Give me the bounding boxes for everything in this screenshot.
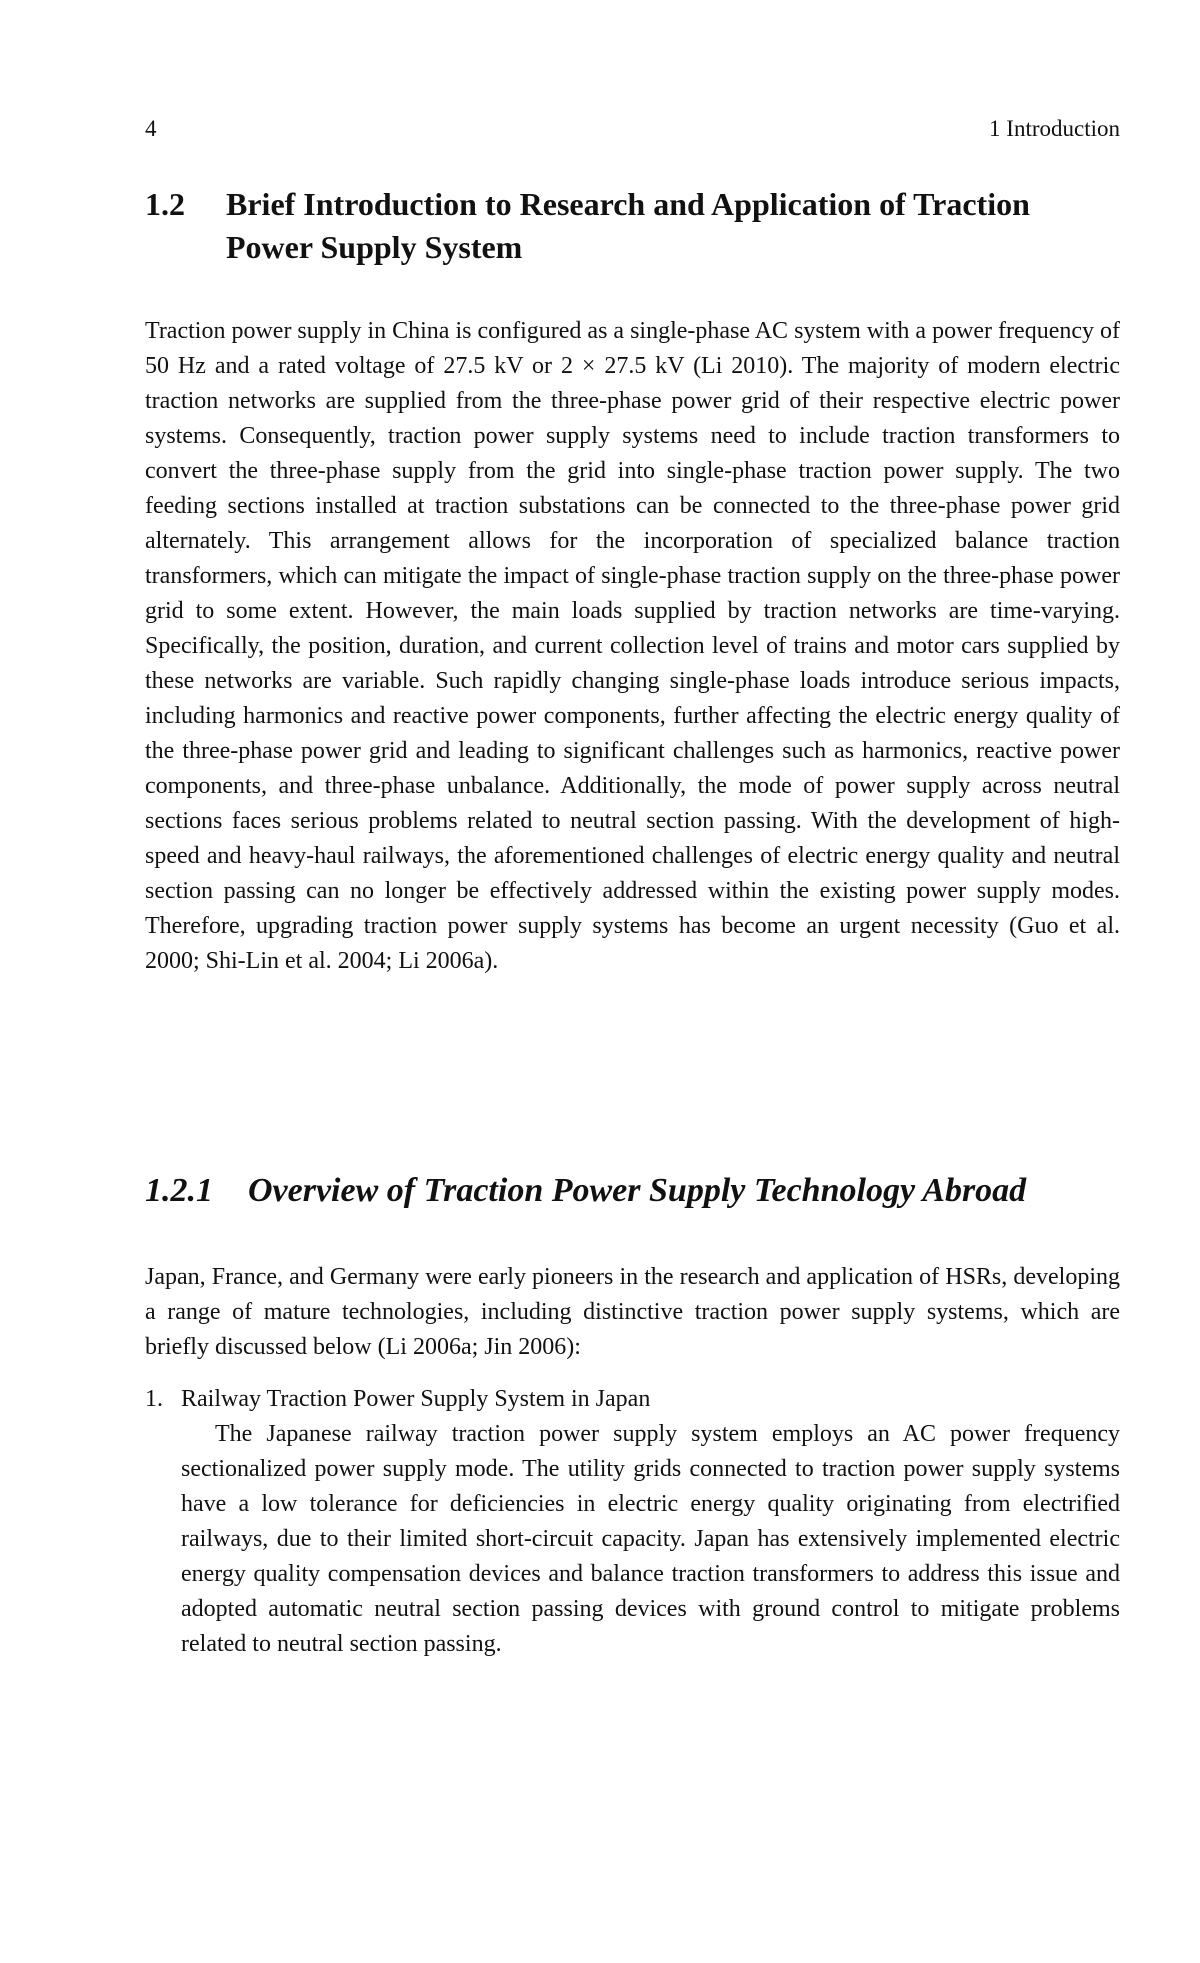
running-head bbox=[145, 112, 1120, 146]
subsection-heading bbox=[145, 1168, 1120, 1214]
subsection-intro-paragraph: Japan, France, and Germany were early pioneers in the research and application of HSRs, developing a range of mature technologies, including distinctive traction power supply systems, which are briefly discussed below (Li 2006a; Jin 2006): bbox=[145, 1264, 1120, 1360]
subsection-title: Overview of Traction Power Supply Technology Abroad bbox=[248, 1172, 1027, 1209]
chapter-label: 1 Introduction bbox=[989, 116, 1120, 141]
page-number: 4 bbox=[145, 116, 157, 141]
section-title: Brief Introduction to Research and Application of Traction Power Supply System bbox=[226, 186, 1030, 265]
section-paragraph: Traction power supply in China is configured as a single-phase AC system with a power frequency of 50 Hz and a rated voltage of 27.5 kV or 2 × 27.5 kV (Li 2010). The majority of modern electric traction networks are supplied from the three-phase power grid of their respective electric power systems. Consequently, traction power supply systems need to include traction transformers to convert the three-phase supply from the grid into single-phase traction power supply. The two feeding sections installed at traction substations can be connected to the three-phase power grid alternately. This arrangement allows for the incorporation of specialized balance traction transformers, which can mitigate the impact of single-phase traction supply on the three-phase power grid to some extent. However, the main loads supplied by traction networks are time-varying. Specifically, the position, duration, and current collection level of trains and motor cars supplied by these networks are variable. Such rapidly changing single-phase loads introduce serious impacts, including harmonics and reactive power components, further affecting the electric energy quality of the three-phase power grid and leading to significant challenges such as harmonics, reactive power components, and three-phase unbalance. Additionally, the mode of power supply across neutral sections faces serious problems related to neutral section passing. With the development of high-speed and heavy-haul railways, the aforementioned challenges of electric energy quality and neutral section passing can no longer be effectively addressed within the existing power supply modes. Therefore, upgrading traction power supply systems has become an urgent necessity (Guo et al. 2000; Shi-Lin et al. 2004; Li 2006a). bbox=[145, 318, 1120, 974]
section-number: 1.2 bbox=[145, 186, 185, 222]
section-heading bbox=[145, 183, 1120, 269]
subsection-number: 1.2.1 bbox=[145, 1172, 213, 1209]
list-item-title: Railway Traction Power Supply System in Japan bbox=[181, 1386, 651, 1412]
list-item-body: The Japanese railway traction power supply system employs an AC power frequency sectionalized power supply mode. The utility grids connected to traction power supply systems have a low tolerance for deficiencies in electric energy quality originating from electrified railways, due to their limited short-circuit capacity. Japan has extensively implemented electric energy quality compensation devices and balance traction transformers to address this issue and adopted automatic neutral section passing devices with ground control to mitigate problems related to neutral section passing. bbox=[181, 1421, 1120, 1657]
list-item-marker: 1. bbox=[145, 1386, 163, 1412]
